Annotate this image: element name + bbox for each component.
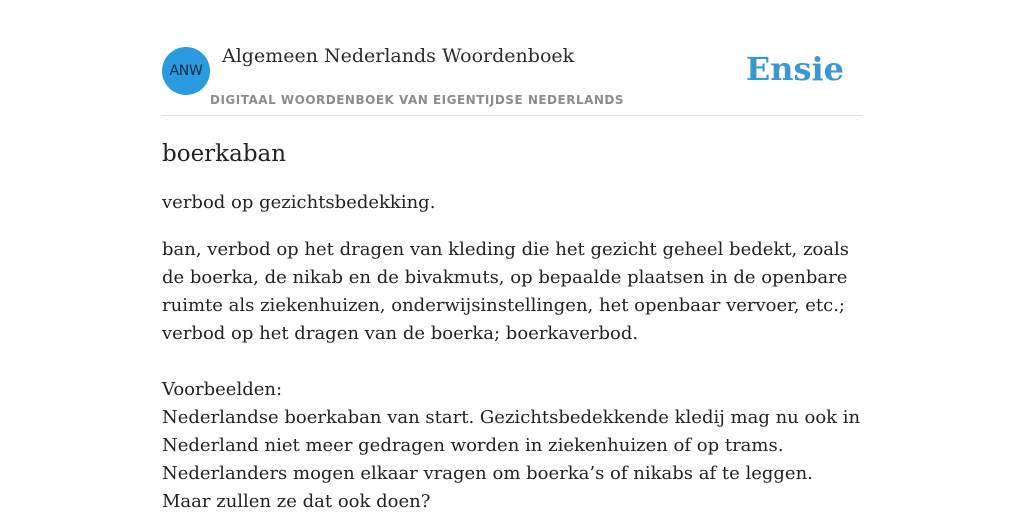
example-text: Nederlandse boerkaban van start. Gezichtsbedekkende kledij mag nu ook in Nederland niet meer gedragen worden in ziekenhuizen of op trams. Nederlanders mogen elkaar vragen om boerka’s of nikabs af te leggen. Maar zullen ze dat ook doen? bbox=[162, 407, 861, 512]
ensie-brand-logo[interactable]: Ensie bbox=[745, 50, 844, 88]
site-header bbox=[162, 44, 862, 116]
entry-content bbox=[162, 138, 862, 512]
site-title[interactable]: Algemeen Nederlands Woordenboek bbox=[222, 45, 575, 67]
full-definition: ban, verbod op het dragen van kleding die het gezicht geheel bedekt, zoals de boerka, de nikab en de bivakmuts, op bepaalde plaatsen in de openbare ruimte als ziekenhuizen, onderwijsinstellingen, het openbaar vervoer, etc.; verbod op het dragen van de boerka; boerkaverbod. bbox=[162, 239, 850, 344]
anw-logo[interactable] bbox=[162, 47, 210, 95]
entry-headword: boerkaban bbox=[162, 141, 287, 167]
site-subtitle: DIGITAAL WOORDENBOEK VAN EIGENTIJDSE NEDERLANDS bbox=[210, 93, 625, 107]
short-definition: verbod op gezichtsbedekking. bbox=[162, 192, 436, 213]
examples-label: Voorbeelden: bbox=[162, 379, 283, 400]
logo-text: ANW bbox=[169, 63, 203, 79]
